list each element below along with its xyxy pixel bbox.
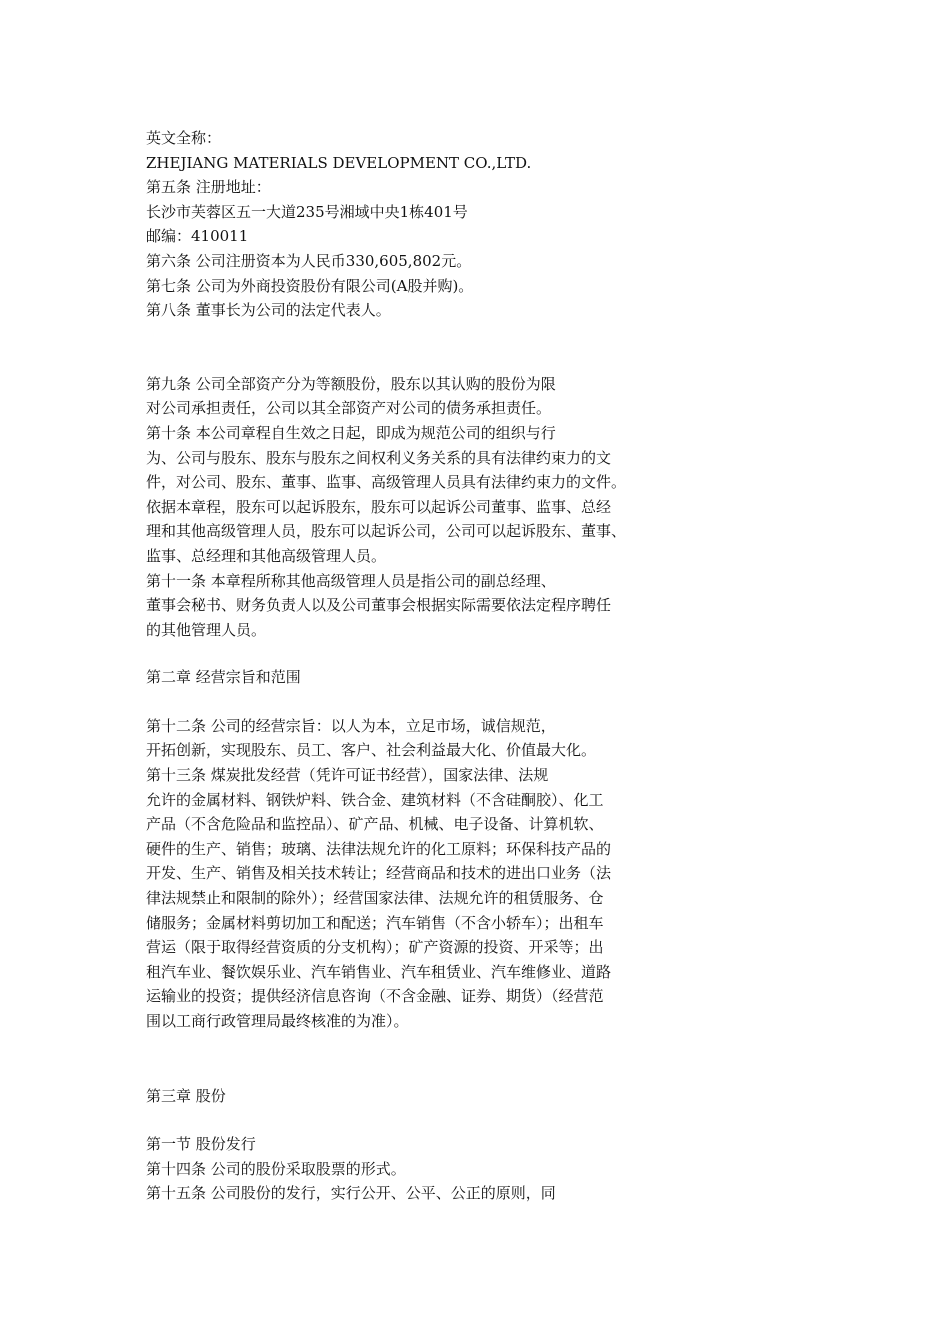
text-line: 围以工商行政管理局最终核准的为准）。 (146, 1012, 409, 1030)
text-line: 产品（不含危险品和监控品）、矿产品、机械、电子设备、计算机软、 (146, 815, 604, 834)
text-line: 租汽车业、餐饮娱乐业、汽车销售业、汽车租赁业、汽车维修业、道路 (146, 962, 612, 981)
text-line: 运输业的投资；提供经济信息咨询（不含金融、证券、期货）（经营范 (146, 987, 604, 1006)
text-line: 董事会秘书、财务负责人以及公司董事会根据实际需要依法定程序聘任 (146, 596, 612, 615)
chapter-2-heading: 第二章 经营宗旨和范围 (146, 668, 301, 687)
document-page (146, 126, 706, 1206)
articles-9-11-block (146, 372, 706, 643)
text-line: 储服务；金属材料剪切加工和配送；汽车销售（不含小轿车）；出租车 (146, 913, 604, 932)
text-line: 依据本章程，股东可以起诉股东，股东可以起诉公司董事、监事、总经 (146, 497, 612, 516)
text-line: 为、公司与股东、股东与股东之间权利义务关系的具有法律约束力的文 (146, 448, 612, 467)
text-line: 第六条 公司注册资本为人民币330,605,802元。 (146, 251, 472, 270)
text-line: 第十四条 公司的股份采取股票的形式。 (146, 1159, 406, 1178)
text-line: 长沙市芙蓉区五一大道235号湘域中央1栋401号 (146, 202, 468, 221)
text-line: 的其他管理人员。 (146, 620, 267, 639)
text-line: 邮编：410011 (146, 227, 249, 246)
section-heading: 第一节 股份发行 (146, 1135, 256, 1154)
text-line: 第十条 本公司章程自生效之日起，即成为规范公司的组织与行 (146, 423, 556, 442)
text-line: 第八条 董事长为公司的法定代表人。 (146, 301, 391, 320)
text-line: 对公司承担责任，公司以其全部资产对公司的债务承担责任。 (146, 399, 552, 418)
text-line: ZHEJIANG MATERIALS DEVELOPMENT CO.,LTD. (146, 153, 532, 172)
text-line: 第七条 公司为外商投资股份有限公司(A股并购)。 (146, 276, 474, 295)
text-line: 理和其他高级管理人员，股东可以起诉公司，公司可以起诉股东、董事、 (146, 522, 627, 541)
text-line: 第十五条 公司股份的发行，实行公开、公平、公正的原则，同 (146, 1184, 556, 1203)
text-line: 第十三条 煤炭批发经营（凭许可证书经营），国家法律、法规 (146, 766, 549, 785)
text-line: 营运（限于取得经营资质的分支机构）；矿产资源的投资、开采等；出 (146, 938, 604, 957)
company-info-block (146, 126, 706, 323)
text-line: 监事、总经理和其他高级管理人员。 (146, 546, 387, 565)
text-line: 第五条 注册地址： (146, 178, 271, 197)
text-line: 硬件的生产、销售；玻璃、法律法规允许的化工原料；环保科技产品的 (146, 839, 612, 858)
chapter-3-heading: 第三章 股份 (146, 1086, 226, 1105)
text-line: 开发、生产、销售及相关技术转让；经营商品和技术的进出口业务（法 (146, 864, 612, 883)
text-line: 第十一条 本章程所称其他高级管理人员是指公司的副总经理、 (146, 571, 556, 590)
articles-12-13-block (146, 714, 706, 1034)
text-line: 第十二条 公司的经营宗旨：以人为本，立足市场，诚信规范， (146, 716, 556, 735)
text-line: 第九条 公司全部资产分为等额股份，股东以其认购的股份为限 (146, 374, 556, 393)
text-line: 开拓创新，实现股东、员工、客户、社会利益最大化、价值最大化。 (146, 741, 597, 760)
text-line: 允许的金属材料、钢铁炉料、铁合金、建筑材料（不含硅酮胶）、化工 (146, 790, 604, 809)
section-1-block (146, 1132, 706, 1206)
text-line: 件，对公司、股东、董事、监事、高级管理人员具有法律约束力的文件。 (146, 473, 627, 492)
text-line: 律法规禁止和限制的除外）；经营国家法律、法规允许的租赁服务、仓 (146, 889, 604, 908)
text-line: 英文全称： (146, 129, 222, 147)
